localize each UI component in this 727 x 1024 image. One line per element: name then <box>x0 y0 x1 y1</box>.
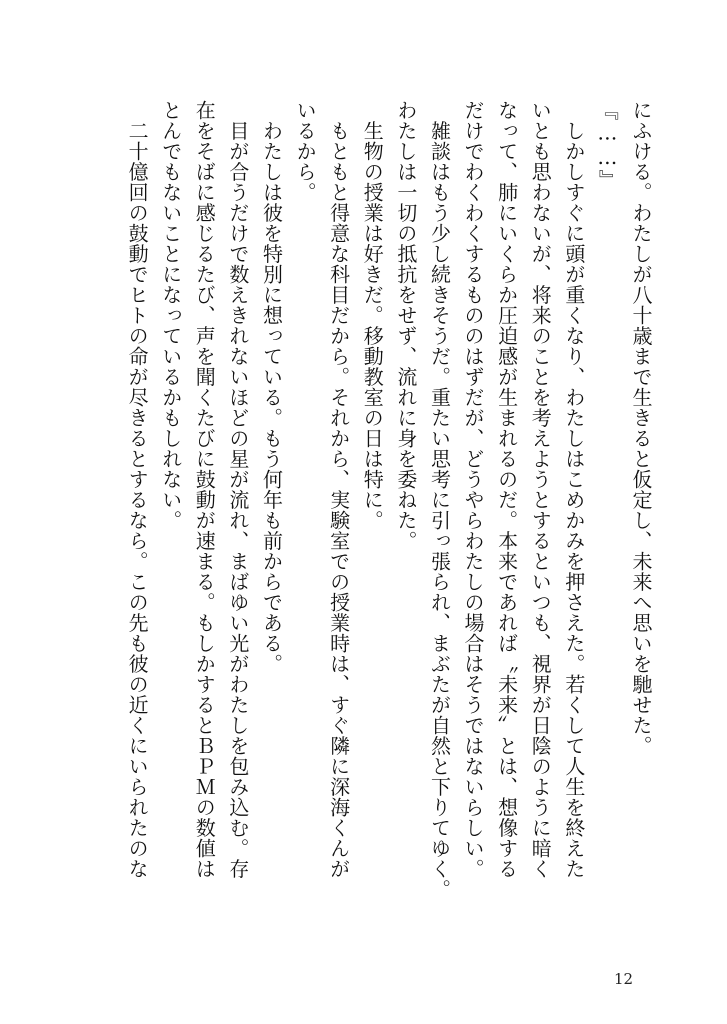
text-line: 『……』 <box>595 100 620 190</box>
text-line: とんでもないことになっているかもしれない。 <box>158 100 183 531</box>
text-line: 目が合うだけで数えきれないほどの星が流れ、まばゆい光がわたしを包み込む。存 <box>225 100 250 879</box>
text-line: なって、肺にいくらか圧迫感が生まれるのだ。本来であれば〝未来〟とは、想像する <box>494 100 519 879</box>
text-line: だけでわくわくするもののはずだが、どうやらわたしの場合はそうではないらしい。 <box>461 100 486 879</box>
text-line: しかしすぐに頭が重くなり、わたしはこめかみを押さえた。若くして人生を終えた <box>561 100 586 879</box>
text-line: わたしは一切の抵抗をせず、流れに身を委ねた。 <box>393 100 418 551</box>
text-line: わたしは彼を特別に想っている。もう何年も前からである。 <box>259 100 284 674</box>
text-line: 雑談はもう少し続きそうだ。重たい思考に引っ張られ、まぶたが自然と下りてゆく。 <box>427 100 452 900</box>
vertical-text-body <box>120 100 658 960</box>
text-line: 生物の授業は好きだ。移動教室の日は特に。 <box>360 100 385 531</box>
text-line: にふける。わたしが八十歳まで生きると仮定し、未来へ思いを馳せた。 <box>629 100 653 756</box>
text-line: いとも思わないが、将来のことを考えようとするといつも、視界が日陰のように暗く <box>528 100 553 879</box>
text-line: 在をそばに感じるたび、声を聞くたびに鼓動が速まる。もしかするとＢＰＭの数値は <box>192 100 217 879</box>
text-line: いるから。 <box>293 100 318 203</box>
text-line: もともと得意な科目だから。それから、実験室での授業時は、すぐ隣に深海くんが <box>326 100 351 879</box>
page-number: 12 <box>614 970 634 988</box>
text-line: 二十億回の鼓動でヒトの命が尽きるとするなら。この先も彼の近くにいられたのな <box>125 100 150 879</box>
